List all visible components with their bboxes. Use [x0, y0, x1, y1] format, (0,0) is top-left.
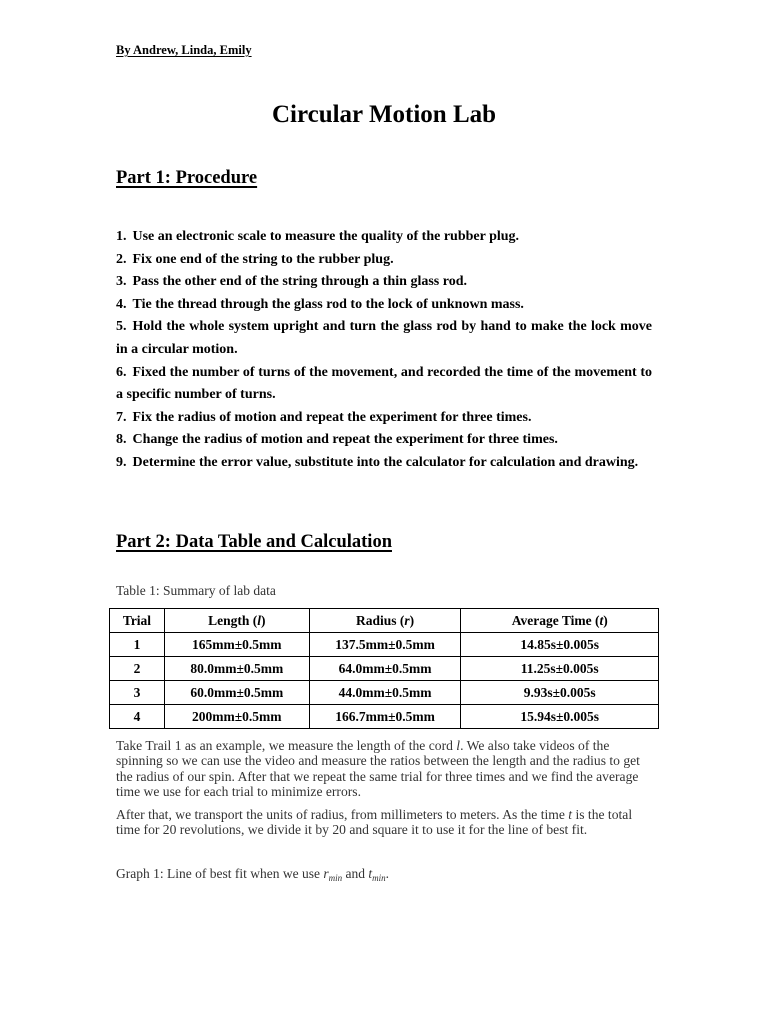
procedure-steps: [116, 226, 652, 475]
cell-length: 200mm±0.5mm: [164, 705, 309, 729]
column-header-length: Length (l): [164, 609, 309, 633]
part2-heading: Part 2: Data Table and Calculation: [116, 532, 392, 552]
procedure-step: 3. Pass the other end of the string through a thin glass rod.: [116, 274, 467, 290]
table-row: [110, 705, 659, 729]
procedure-step: 4. Tie the thread through the glass rod to the lock of unknown mass.: [116, 296, 524, 312]
graph-caption: Graph 1: Line of best fit when we use $r_{min}$ and $t_{min}$.: [116, 866, 389, 883]
cell-average-time: 14.85s±0.005s: [461, 633, 659, 657]
procedure-step: 7. Fix the radius of motion and repeat the experiment for three times.: [116, 409, 532, 425]
table-row: [110, 657, 659, 681]
table-row: [110, 681, 659, 705]
document-title: Circular Motion Lab: [271, 101, 497, 128]
cell-radius: 44.0mm±0.5mm: [309, 681, 461, 705]
column-header-trial: Trial: [110, 609, 165, 633]
cell-trial: 3: [110, 681, 165, 705]
explanation-paragraph-1: Take Trail 1 as an example, we measure the length of the cord l. We also take videos of the spinning so we can use the video and measure the ratios between the length and the radius to get the radius of our spin. After that we repeat the same trial for three times and we find the average time we use for each trial to minimize errors.: [116, 738, 640, 800]
part1-heading: Part 1: Procedure: [116, 168, 258, 188]
cell-trial: 4: [110, 705, 165, 729]
cell-average-time: 11.25s±0.005s: [461, 657, 659, 681]
table-row: [110, 633, 659, 657]
table-caption: Table 1: Summary of lab data: [116, 583, 276, 598]
procedure-step: 6. Fixed the number of turns of the movement, and recorded the time of the movement to a specific number of turns.: [116, 364, 652, 403]
cell-length: 165mm±0.5mm: [164, 633, 309, 657]
cell-average-time: 9.93s±0.005s: [461, 681, 659, 705]
procedure-step: 1. Use an electronic scale to measure the quality of the rubber plug.: [116, 229, 520, 244]
cell-average-time: 15.94s±0.005s: [461, 705, 659, 729]
table-header-row: [110, 609, 659, 633]
column-header-average-time: Average Time (t): [461, 609, 659, 633]
lab-data-table: [109, 608, 659, 729]
procedure-step: 2. Fix one end of the string to the rubber plug.: [116, 251, 394, 267]
cell-trial: 2: [110, 657, 165, 681]
explanation-paragraph-2: After that, we transport the units of radius, from millimeters to meters. As the time t is the total time for 20 revolutions, we divide it by 20 and square it to use it for the line of best fit.: [116, 807, 633, 838]
cell-trial: 1: [110, 633, 165, 657]
cell-length: 60.0mm±0.5mm: [164, 681, 309, 705]
column-header-radius: Radius (r): [309, 609, 461, 633]
cell-radius: 166.7mm±0.5mm: [309, 705, 461, 729]
procedure-step: 9. Determine the error value, substitute into the calculator for calculation and drawing.: [116, 454, 639, 470]
cell-radius: 137.5mm±0.5mm: [309, 633, 461, 657]
cell-radius: 64.0mm±0.5mm: [309, 657, 461, 681]
cell-length: 80.0mm±0.5mm: [164, 657, 309, 681]
procedure-step: 5. Hold the whole system upright and turn the glass rod by hand to make the lock move in a circular motion.: [116, 319, 652, 357]
procedure-step: 8. Change the radius of motion and repeat the experiment for three times.: [116, 432, 558, 448]
authors-line: By Andrew, Linda, Emily: [116, 43, 252, 57]
